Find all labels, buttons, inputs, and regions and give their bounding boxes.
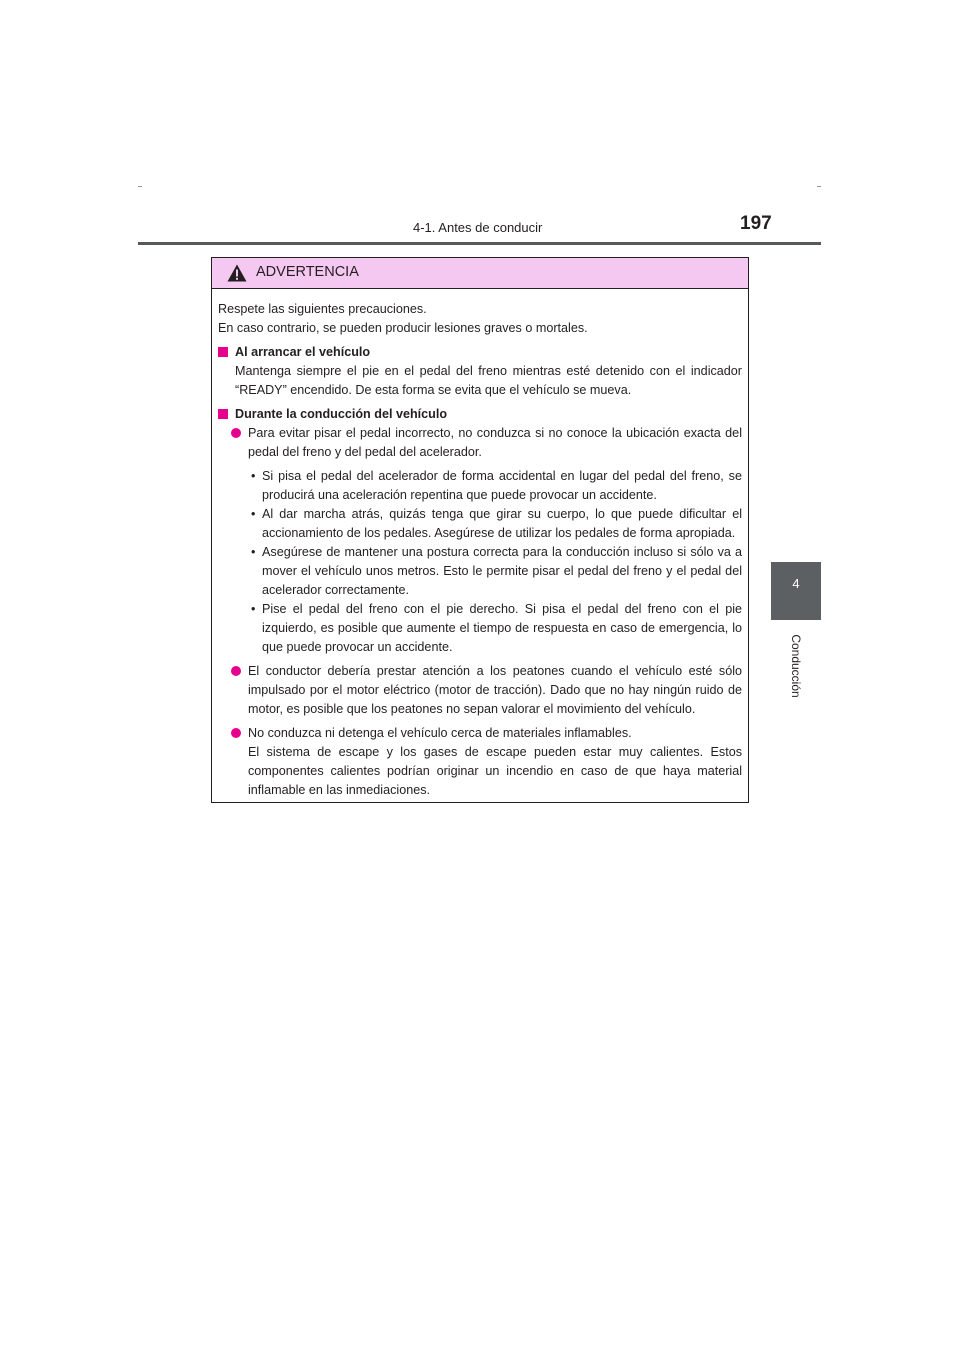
- warning-box: [211, 257, 749, 803]
- bullet-icon: •: [251, 469, 256, 483]
- circle-bullet-icon: [231, 428, 241, 438]
- warning-body: [218, 300, 742, 800]
- square-bullet-icon: [218, 409, 228, 419]
- section-heading: Al arrancar el vehículo: [218, 343, 742, 362]
- sub-list-item: • Al dar marcha atrás, quizás tenga que girar su cuerpo, lo que puede dificultar el accionamiento de los pedales. Asegúrese de utilizar los pedales de forma apropiada.: [251, 507, 742, 540]
- circle-bullet-icon: [231, 666, 241, 676]
- circle-bullet-icon: [231, 728, 241, 738]
- list-item: El conductor debería prestar atención a los peatones cuando el vehículo esté sólo impulsado por el motor eléctrico (motor de tracción). Dado que no hay ningún ruido de motor, es posible que los peatones no sepan valorar el movimiento del vehículo.: [218, 662, 742, 719]
- header-divider: [138, 242, 821, 245]
- bullet-icon: •: [251, 507, 256, 521]
- bullet-icon: •: [251, 545, 256, 559]
- sub-list-item: • Pise el pedal del freno con el pie derecho. Si pisa el pedal del freno con el pie izquierdo, es posible que aumente el tiempo de respuesta en caso de emergencia, lo que puede provocar un accidente.: [251, 602, 742, 654]
- section-text: Mantenga siempre el pie en el pedal del freno mientras esté detenido con el indicador “READY” encendido. De esta forma se evita que el vehículo se mueva.: [235, 364, 742, 397]
- section-heading: Durante la conducción del vehículo: [218, 405, 742, 424]
- warning-header: [212, 258, 748, 289]
- sub-list-item: • Si pisa el pedal del acelerador de forma accidental en lugar del pedal del freno, se producirá una aceleración repentina que puede provocar un accidente.: [251, 469, 742, 502]
- crop-mark: [138, 186, 142, 187]
- list-item: No conduzca ni detenga el vehículo cerca de materiales inflamables. El sistema de escape y los gases de escape pueden estar muy calientes. Estos componentes calientes podrían originar un incendio en caso de que haya material inflamable en las inmediaciones.: [218, 724, 742, 800]
- chapter-number: 4: [792, 576, 800, 591]
- sub-list-item: • Asegúrese de mantener una postura correcta para la conducción incluso si sólo va a mover el vehículo unos metros. Esto le permite pisar el pedal del freno y el pedal del acelerador correctamente.: [251, 545, 742, 597]
- intro-line: Respete las siguientes precauciones.: [218, 302, 427, 316]
- section-title: 4-1. Antes de conducir: [413, 220, 543, 235]
- chapter-label: Conducción: [789, 634, 803, 698]
- crop-mark: [817, 186, 821, 187]
- chapter-tab: [771, 562, 821, 620]
- square-bullet-icon: [218, 347, 228, 357]
- warning-title: ADVERTENCIA: [256, 264, 359, 280]
- intro-line: En caso contrario, se pueden producir lesiones graves o mortales.: [218, 321, 588, 335]
- list-item: Para evitar pisar el pedal incorrecto, no conduzca si no conoce la ubicación exacta del pedal del freno y del pedal del acelerador.: [218, 424, 742, 462]
- page-number: 197: [740, 213, 772, 234]
- bullet-icon: •: [251, 602, 256, 616]
- warning-triangle-icon: [227, 264, 247, 287]
